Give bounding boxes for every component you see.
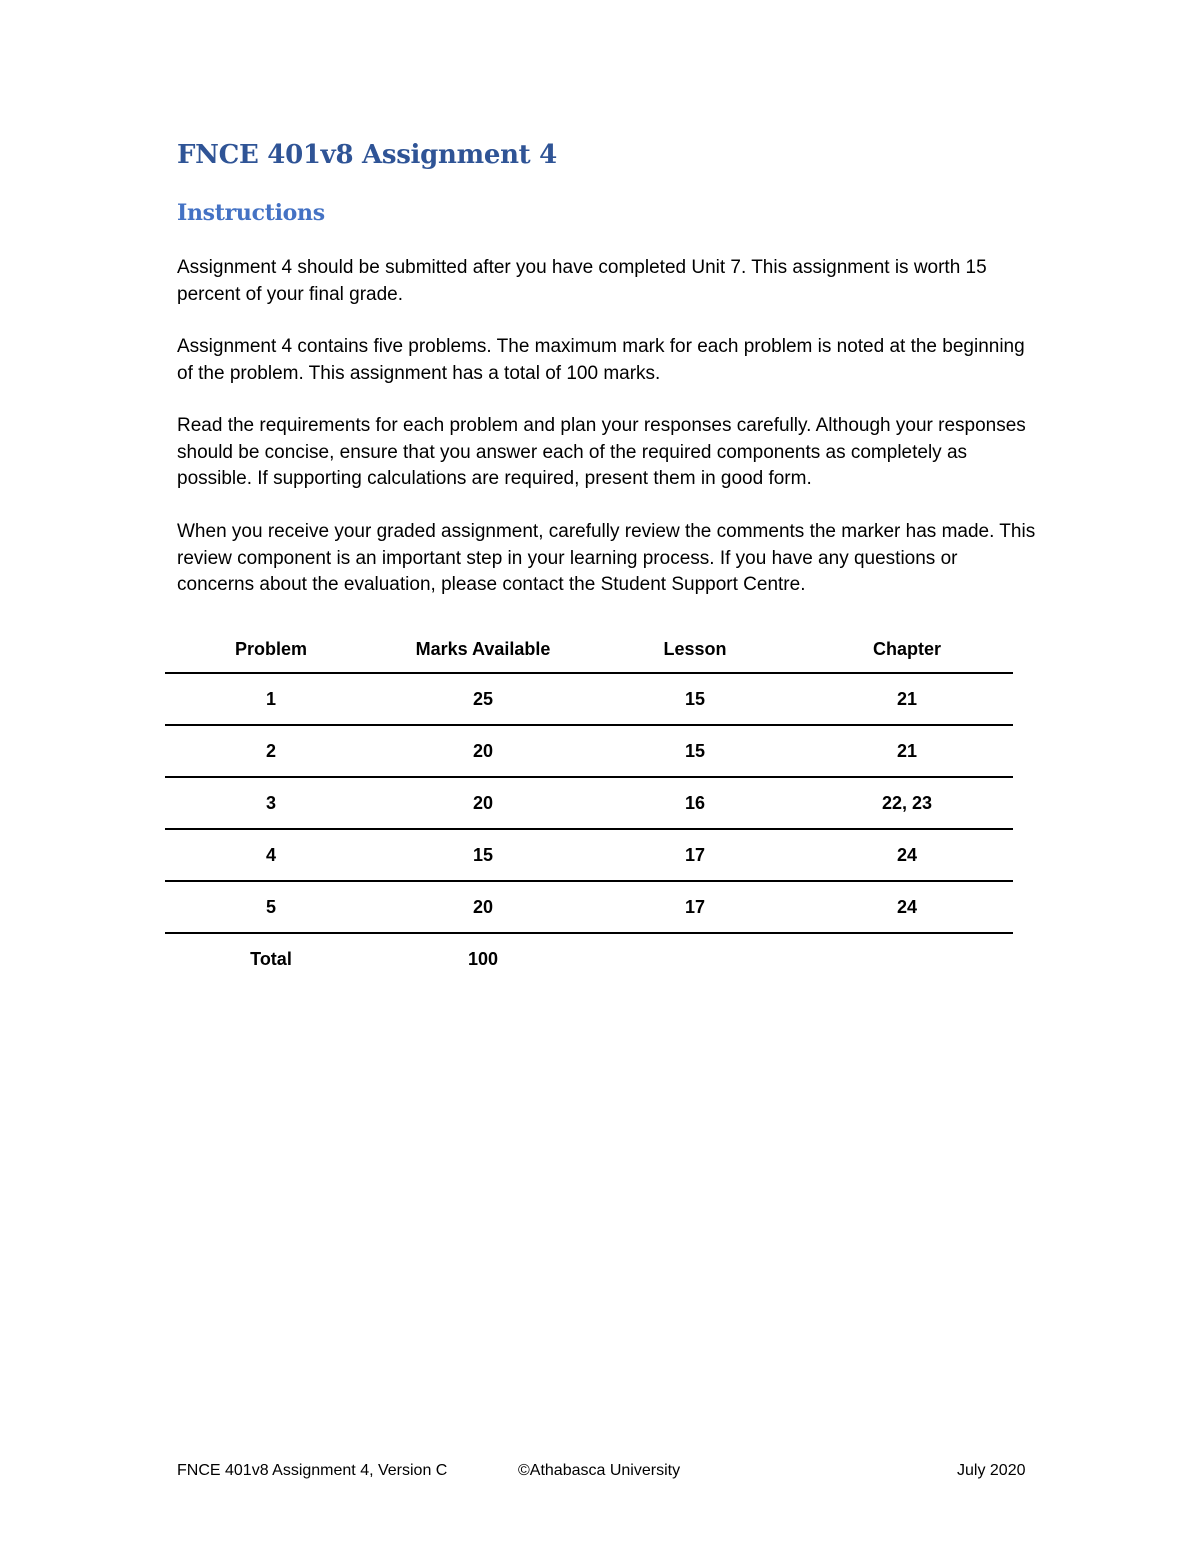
table-row bbox=[165, 725, 1013, 777]
table-header-row bbox=[165, 627, 1013, 673]
table-row bbox=[165, 881, 1013, 933]
cell-lesson: 16 bbox=[589, 777, 801, 829]
document-title: FNCE 401v8 Assignment 4 bbox=[177, 140, 557, 170]
cell-chapter: 21 bbox=[801, 725, 1013, 777]
instructions-heading: Instructions bbox=[177, 200, 325, 226]
cell-problem: 3 bbox=[165, 777, 377, 829]
cell-chapter: 21 bbox=[801, 673, 1013, 725]
total-label: Total bbox=[250, 948, 292, 969]
cell-problem: 4 bbox=[165, 829, 377, 881]
paragraph-submission: Assignment 4 should be submitted after you have completed Unit 7. This assignment is worth 15 percent of your final grade. bbox=[177, 257, 987, 305]
cell-lesson: 15 bbox=[589, 673, 801, 725]
header-chapter: Chapter bbox=[801, 627, 1013, 673]
header-marks-available: Marks Available bbox=[377, 627, 589, 673]
cell-marks: 25 bbox=[377, 673, 589, 725]
footer-copyright: ©Athabasca University bbox=[518, 1462, 681, 1479]
cell-lesson: 15 bbox=[589, 725, 801, 777]
paragraph-requirements: Read the requirements for each problem and plan your responses carefully. Although your responses should be concise, ensure that you answer each of the required components as completely as possible. If supporting calculations are required, present them in good form. bbox=[177, 415, 1026, 489]
cell-lesson: 17 bbox=[589, 881, 801, 933]
total-value: 100 bbox=[467, 948, 499, 969]
cell-problem: 1 bbox=[165, 673, 377, 725]
table-total-row bbox=[165, 933, 1013, 984]
cell-chapter: 24 bbox=[801, 829, 1013, 881]
cell-marks: 15 bbox=[377, 829, 589, 881]
table-row bbox=[165, 777, 1013, 829]
header-lesson: Lesson bbox=[589, 627, 801, 673]
cell-marks: 20 bbox=[377, 725, 589, 777]
table-row bbox=[165, 673, 1013, 725]
paragraph-review: When you receive your graded assignment, carefully review the comments the marker has made. This review component is an important step in your learning process. If you have any questions or concerns about the evaluation, please contact the Student Support Centre. bbox=[177, 521, 1036, 595]
cell-marks: 20 bbox=[377, 777, 589, 829]
empty-cell bbox=[801, 933, 1013, 984]
cell-chapter: 24 bbox=[801, 881, 1013, 933]
marks-table bbox=[165, 627, 1013, 984]
footer-course-version: FNCE 401v8 Assignment 4, Version C bbox=[177, 1462, 448, 1479]
cell-lesson: 17 bbox=[589, 829, 801, 881]
paragraph-problems: Assignment 4 contains five problems. The maximum mark for each problem is noted at the beginning of the problem. This assignment has a total of 100 marks. bbox=[177, 336, 1025, 384]
cell-chapter: 22, 23 bbox=[801, 777, 1013, 829]
header-problem: Problem bbox=[165, 627, 377, 673]
empty-cell bbox=[589, 933, 801, 984]
cell-marks: 20 bbox=[377, 881, 589, 933]
cell-problem: 2 bbox=[165, 725, 377, 777]
footer-date: July 2020 bbox=[957, 1462, 1026, 1479]
table-row bbox=[165, 829, 1013, 881]
cell-problem: 5 bbox=[165, 881, 377, 933]
